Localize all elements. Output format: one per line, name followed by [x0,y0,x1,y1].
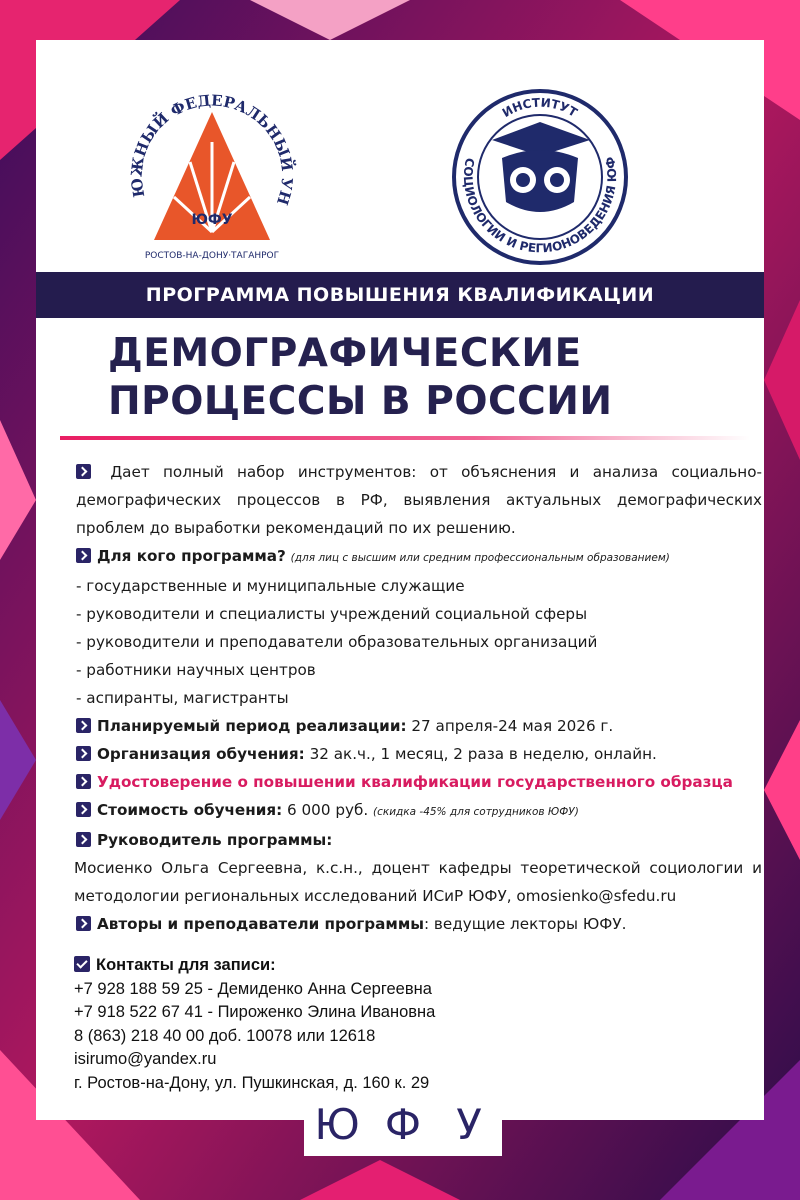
head-heading: Руководитель программы: [76,826,762,854]
contact-line: 8 (863) 218 40 00 доб. 10078 или 12618 [74,1026,376,1045]
sfedu-logo [120,82,304,272]
program-details [76,458,762,938]
page-title [108,330,728,426]
intro-paragraph: Дает полный набор инструментов: от объяснения и анализа социально-демографических процессов в РФ, выявления актуальных демографических проблем до выработки рекомендаций по их решению. [76,463,763,537]
contact-line: +7 918 522 67 41 - Пироженко Элина Ивановна [74,1003,436,1021]
chevron-right-icon [76,718,91,733]
checkbox-checked-icon [74,956,90,972]
list-item: - руководители и преподаватели образовательных организаций [76,633,598,651]
chevron-right-icon [76,774,91,789]
chevron-right-icon [76,464,91,479]
divider [60,436,750,440]
chevron-right-icon [76,802,91,817]
svg-text:ЮЖНЫЙ ФЕДЕРАЛЬНЫЙ УНИВЕРСИТЕТ: ЮЖНЫЙ ФЕДЕРАЛЬНЫЙ УН [127,91,297,208]
svg-text:ЮФУ: ЮФУ [191,212,233,228]
organization-row: Организация обучения: 32 ак.ч., 1 месяц, 2 раза в неделю, онлайн. [76,740,762,768]
owl-emblem-icon [440,82,640,272]
contacts-heading: Контакты для записи: [74,954,544,978]
program-banner: ПРОГРАММА ПОВЫШЕНИЯ КВАЛИФИКАЦИИ [36,272,764,318]
chevron-right-icon [76,746,91,761]
sfedu-logo-icon [120,82,304,272]
certificate-row: Удостоверение о повышении квалификации государственного образца [76,768,762,796]
audience-heading: Для кого программа? (для лиц с высшим или средним профессиональным образованием) [76,542,762,572]
svg-text:СОЦИОЛОГИИ И РЕГИОНОВЕДЕНИЯ ЮФ: СОЦИОЛОГИИ И РЕГИОНОВЕДЕНИЯ ЮФ [460,155,620,256]
contact-address: г. Ростов-на-Дону, ул. Пушкинская, д. 160 к. 29 [74,1073,430,1092]
contact-line: +7 928 188 59 25 - Демиденко Анна Сергеевна [74,979,432,998]
footer-letter-f: Ф [370,1094,436,1156]
title-line-2: ПРОЦЕССЫ В РОССИИ [108,379,613,424]
list-item: - работники научных центров [76,661,316,679]
contact-email: isirumo@yandex.ru [74,1050,217,1068]
period-row: Планируемый период реализации: 27 апреля-24 мая 2026 г. [76,712,762,740]
chevron-right-icon [76,916,91,931]
footer-letter-yu: Ю [304,1094,370,1156]
footer-letter-u: У [436,1094,502,1156]
institute-logo [440,82,640,272]
authors-row: Авторы и преподаватели программы: ведущие лекторы ЮФУ. [76,910,762,938]
head-text: Мосиенко Ольга Сергеевна, к.с.н., доцент кафедры теоретической социологии и методологии региональных исследований ИСиР ЮФУ, omosienko@sfedu.ru [74,859,762,905]
chevron-right-icon [76,832,91,847]
title-line-1: ДЕМОГРАФИЧЕСКИЕ [108,331,582,376]
list-item: - руководители и специалисты учреждений социальной сферы [76,605,588,623]
svg-text:ИНСТИТУТ: ИНСТИТУТ [499,95,580,121]
contacts-block [74,954,544,1095]
svg-text:РОСТОВ-НА-ДОНУ·ТАГАНРОГ: РОСТОВ-НА-ДОНУ·ТАГАНРОГ [144,251,280,261]
cost-row: Стоимость обучения: 6 000 руб. (скидка -45% для сотрудников ЮФУ) [76,796,762,826]
list-item: - государственные и муниципальные служащие [76,577,465,595]
list-item: - аспиранты, магистранты [76,689,289,707]
chevron-right-icon [76,548,91,563]
